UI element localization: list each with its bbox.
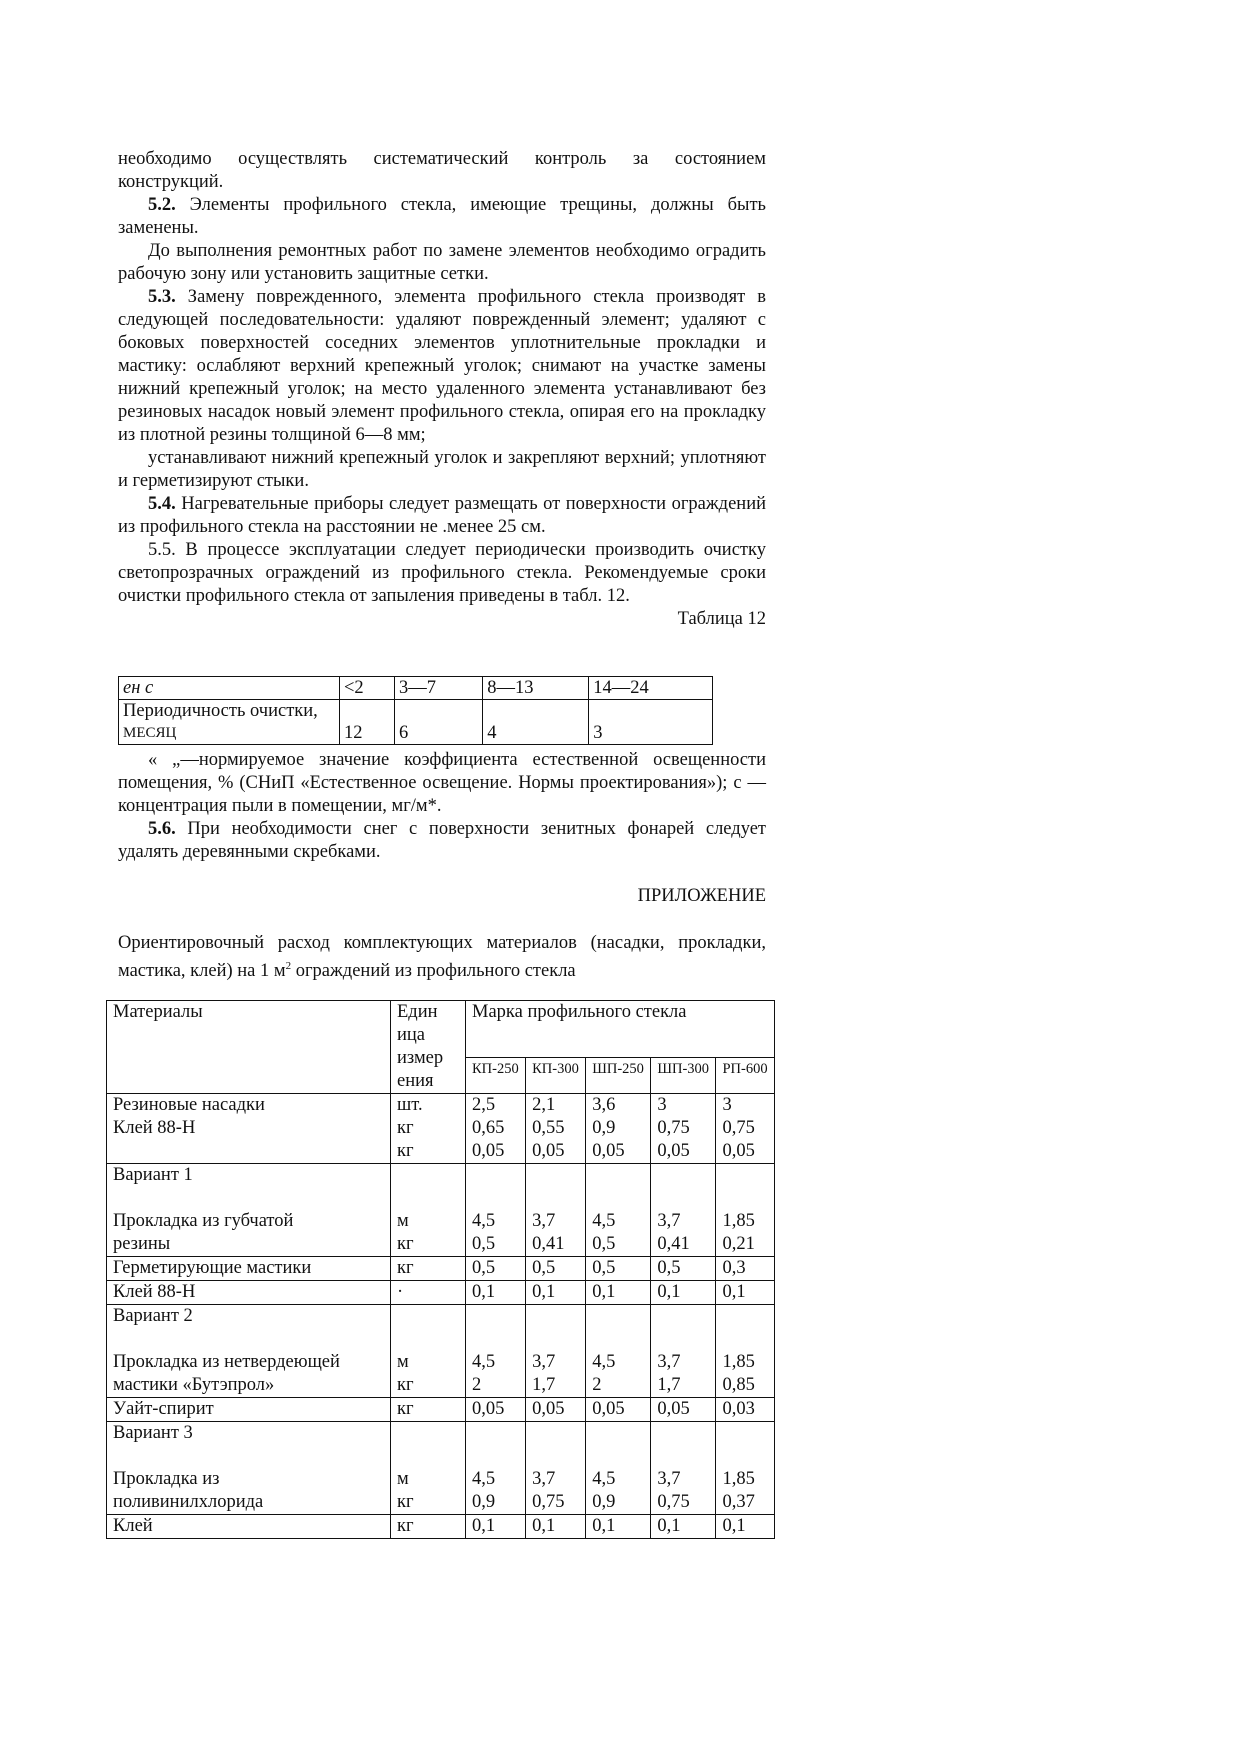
appendix-title: ПРИЛОЖЕНИЕ — [637, 886, 766, 906]
table-12-data-row — [119, 700, 713, 745]
value-cell: 0,03 — [716, 1398, 775, 1422]
materials-row — [107, 1398, 775, 1422]
table-12-note: « „—нормируемое значение коэффициента естественной освещенности помещения, % (СНиП «Естественное освещение. Нормы проектирования»); c — концентрация пыли в помещении, мг/м*. — [118, 750, 766, 816]
value-cell: 0,1 — [651, 1515, 716, 1539]
material-cell: Вариант 1 Прокладка из губчатой резины — [107, 1164, 391, 1257]
materials-row — [107, 1305, 775, 1398]
grade-header: РП-600 — [716, 1058, 775, 1094]
table-12-value: 12 — [340, 700, 395, 745]
value-cell: 4,5 0,9 — [466, 1422, 526, 1515]
value-cell: 0,1 — [526, 1515, 586, 1539]
paragraph-number: 5.6. — [148, 819, 176, 839]
table-12-value: 4 — [483, 700, 589, 745]
grade-header: КП-300 — [526, 1058, 586, 1094]
materials-header-row — [107, 1001, 775, 1058]
table-12-header-label: eн c — [119, 677, 340, 700]
value-cell: 3 0,75 0,05 — [651, 1094, 716, 1164]
value-cell: 3,7 0,75 — [651, 1422, 716, 1515]
grade-header: КП-250 — [466, 1058, 526, 1094]
unit-cell: м кг — [391, 1305, 466, 1398]
paragraph-continuation: необходимо осуществлять систематический контроль за состоянием конструкций. — [118, 149, 766, 192]
table-12-col: 3—7 — [395, 677, 483, 700]
material-cell: Уайт-спирит — [107, 1398, 391, 1422]
unit-cell: м кг — [391, 1422, 466, 1515]
materials-table-body — [107, 1094, 775, 1539]
value-cell: 0,05 — [526, 1398, 586, 1422]
value-cell: 3,7 1,7 — [651, 1305, 716, 1398]
value-cell: 0,1 — [466, 1281, 526, 1305]
unit-cell: м кг — [391, 1164, 466, 1257]
grade-group-header: Марка профильного стекла — [466, 1001, 775, 1058]
value-cell: 4,5 2 — [466, 1305, 526, 1398]
value-cell: 1,85 0,85 — [716, 1305, 775, 1398]
value-cell: 4,5 2 — [586, 1305, 651, 1398]
value-cell: 0,1 — [466, 1515, 526, 1539]
grade-header: ШП-250 — [586, 1058, 651, 1094]
unit-cell: кг — [391, 1515, 466, 1539]
value-cell: 0,1 — [526, 1281, 586, 1305]
material-cell: Клей 88-Н — [107, 1281, 391, 1305]
paragraph-5-6: 5.6. При необходимости снег с поверхности зенитных фонарей следует удалять деревянными скребками. — [118, 819, 766, 862]
unit-col-header: Един ица измер ения — [391, 1001, 466, 1094]
paragraph-repair-note: До выполнения ремонтных работ по замене элементов необходимо оградить рабочую зону или установить защитные сетки. — [118, 241, 766, 284]
value-cell: 2,1 0,55 0,05 — [526, 1094, 586, 1164]
paragraph-5-5: 5.5. В процессе эксплуатации следует периодически производить очистку светопрозрачных ограждений из профильного стекла. Рекомендуемые сроки очистки профильного стекла от запыления приведены в табл. 12. — [118, 540, 766, 606]
value-cell: 3,7 1,7 — [526, 1305, 586, 1398]
value-cell: 0,1 — [716, 1281, 775, 1305]
material-cell: Клей — [107, 1515, 391, 1539]
unit-cell: кг — [391, 1398, 466, 1422]
unit-cell: · — [391, 1281, 466, 1305]
paragraph-number: 5.2. — [148, 195, 176, 215]
value-cell: 0,5 — [586, 1257, 651, 1281]
table-12-col: 14—24 — [589, 677, 713, 700]
grade-header: ШП-300 — [651, 1058, 716, 1094]
materials-row — [107, 1164, 775, 1257]
table-12-caption: Таблица 12 — [677, 609, 766, 629]
materials-table — [106, 1000, 775, 1539]
appendix-intro: Ориентировочный расход комплектующих материалов (насадки, прокладки, мастика, клей) на 1 $м^2$ ограждений из профильного стекла — [118, 933, 766, 982]
paragraph-number: 5.3. — [148, 287, 176, 307]
value-cell: 3 0,75 0,05 — [716, 1094, 775, 1164]
unit-cell: шт. кг кг — [391, 1094, 466, 1164]
table-12-row-label: Периодичность очистки, МЕСЯЦ — [119, 700, 340, 745]
value-cell: 0,3 — [716, 1257, 775, 1281]
table-12-col: 8—13 — [483, 677, 589, 700]
paragraph-number: 5.4. — [148, 494, 176, 514]
section-5-text — [118, 148, 766, 631]
paragraph-5-3: 5.3. Замену поврежденного, элемента профильного стекла производят в следующей последовательности: удаляют поврежденный элемент; удаляют с боковых поверхностей соседних элементов уплотнительные прокладки и мастику: ослабляют верхний крепежный уголок; снимают на участке замены нижний крепежный уголок; на место удаленного элемента устанавливают без резиновых насадок новый элемент профильного стекла, опирая его на прокладку из плотной резины толщиной 6—8 мм; — [118, 287, 766, 445]
paragraph-install: устанавливают нижний крепежный уголок и закрепляют верхний; уплотняют и герметизируют стыки. — [118, 448, 766, 491]
value-cell: 0,05 — [586, 1398, 651, 1422]
table-12-header-row — [119, 677, 713, 700]
value-cell: 0,1 — [586, 1281, 651, 1305]
table-12-value: 3 — [589, 700, 713, 745]
materials-row — [107, 1515, 775, 1539]
table-12-value: 6 — [395, 700, 483, 745]
value-cell: 0,1 — [716, 1515, 775, 1539]
material-cell: Резиновые насадки Клей 88-Н — [107, 1094, 391, 1164]
value-cell: 0,1 — [651, 1281, 716, 1305]
value-cell: 4,5 0,5 — [466, 1164, 526, 1257]
value-cell: 3,6 0,9 0,05 — [586, 1094, 651, 1164]
value-cell: 1,85 0,37 — [716, 1422, 775, 1515]
material-cell: Вариант 2 Прокладка из нетвердеющей мастики «Бутэпрол» — [107, 1305, 391, 1398]
value-cell: 3,7 0,75 — [526, 1422, 586, 1515]
materials-col-header: Материалы — [107, 1001, 391, 1094]
material-cell: Герметирующие мастики — [107, 1257, 391, 1281]
value-cell: 3,7 0,41 — [651, 1164, 716, 1257]
value-cell: 0,05 — [466, 1398, 526, 1422]
table-12-col: <2 — [340, 677, 395, 700]
materials-row — [107, 1257, 775, 1281]
material-cell: Вариант 3 Прокладка из поливинилхлорида — [107, 1422, 391, 1515]
materials-row — [107, 1281, 775, 1305]
after-table-text — [118, 749, 766, 864]
paragraph-5-4: 5.4. Нагревательные приборы следует размещать от поверхности ограждений из профильного стекла на расстоянии не .менее 25 см. — [118, 494, 766, 537]
value-cell: 2,5 0,65 0,05 — [466, 1094, 526, 1164]
value-cell: 4,5 0,5 — [586, 1164, 651, 1257]
value-cell: 0,05 — [651, 1398, 716, 1422]
value-cell: 1,85 0,21 — [716, 1164, 775, 1257]
value-cell: 0,5 — [651, 1257, 716, 1281]
paragraph-5-2: 5.2. Элементы профильного стекла, имеющие трещины, должны быть заменены. — [118, 195, 766, 238]
value-cell: 0,1 — [586, 1515, 651, 1539]
materials-row — [107, 1422, 775, 1515]
unit-cell: кг — [391, 1257, 466, 1281]
table-12 — [118, 676, 713, 745]
value-cell: 4,5 0,9 — [586, 1422, 651, 1515]
value-cell: 3,7 0,41 — [526, 1164, 586, 1257]
value-cell: 0,5 — [526, 1257, 586, 1281]
materials-row — [107, 1094, 775, 1164]
value-cell: 0,5 — [466, 1257, 526, 1281]
